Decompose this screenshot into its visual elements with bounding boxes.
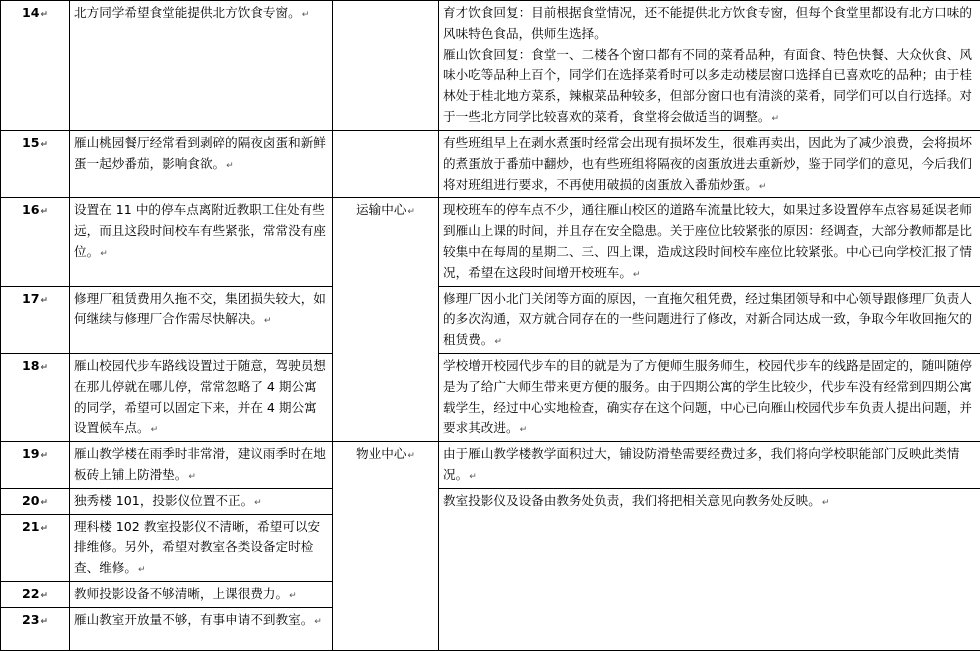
dept-transport-cell: 运输中心↵ <box>333 198 439 442</box>
reply-cell: 有些班组早上在剥水煮蛋时经常会出现有损坏发生，很难再卖出，因此为了减少浪费，会将损坏的煮蛋放于番茄中翻炒，也有些班组将隔夜的卤蛋放进去重新炒，鉴于同学们的意见，今后我们将对班组进行要求，不再使用破损的卤蛋放入番茄炒蛋。↵ <box>439 131 980 198</box>
row-number: 18↵ <box>1 353 70 441</box>
table-row <box>1 353 980 441</box>
reply-property-cell: 教室投影仪及设备由教务处负责，我们将把相关意见向教务处反映。↵ <box>439 488 980 650</box>
row-number: 19↵ <box>1 442 70 489</box>
table-row <box>1 286 980 353</box>
issue-cell: 教师投影设备不够清晰，上课很费力。↵ <box>70 581 333 607</box>
row-number: 23↵ <box>1 607 70 650</box>
table-row <box>1 1 980 131</box>
issue-cell: 雁山桃园餐厅经常看到剥碎的隔夜卤蛋和新鲜蛋一起炒番茄，影响食欲。↵ <box>70 131 333 198</box>
table-row <box>1 131 980 198</box>
row-number: 20↵ <box>1 488 70 514</box>
issue-cell: 雁山教室开放量不够，有事申请不到教室。↵ <box>70 607 333 650</box>
reply-cell <box>439 1 980 131</box>
reply-paragraph: 雁山饮食回复：食堂一、二楼各个窗口都有不同的菜肴品种，有面食、特色快餐、大众伙食、风味小吃等品种上百个，同学们在选择菜肴时可以多走动楼层窗口选择自已喜欢吃的品种；由于桂林处于桂北地方菜系，辣椒菜品种较多，但部分窗口也有清淡的菜肴，同学们可以自行选择。对于一些北方同学比较喜欢的菜肴，食堂将会做适当的调整。↵ <box>443 45 976 130</box>
issue-cell: 雁山教学楼在雨季时非常滑，建议雨季时在地板砖上铺上防滑垫。↵ <box>70 442 333 489</box>
reply-cell: 学校增开校园代步车的目的就是为了方便师生服务师生，校园代步车的线路是固定的，随叫随停是为了给广大师生带来更方便的服务。由于四期公寓的学生比较少，代步车没有经常到四期公寓载学生，经过中心实地检查，确实存在这个问题，中心已向雁山校园代步车负责人提出问题，并要求其改进。↵ <box>439 353 980 441</box>
row-number: 16↵ <box>1 198 70 286</box>
issue-cell: 修理厂租赁费用久拖不交，集团损失较大，如何继续与修理厂合作需尽快解决。↵ <box>70 286 333 353</box>
dept-cell <box>333 131 439 198</box>
reply-cell: 修理厂因小北门关闭等方面的原因，一直拖欠租凭费，经过集团领导和中心领导跟修理厂负责人的多次沟通，双方就合同存在的一些问题进行了修改，对新合同达成一致，争取今年收回拖欠的租赁费。↵ <box>439 286 980 353</box>
dept-property-cell: 物业中心↵ <box>333 442 439 651</box>
row-number: 14↵ <box>1 1 70 131</box>
issue-cell: 雁山校园代步车路线设置过于随意，驾驶员想在那儿停就在哪儿停，常常忽略了 4 期公寓的同学，希望可以固定下来，并在 4 期公寓设置候车点。↵ <box>70 353 333 441</box>
row-number: 22↵ <box>1 581 70 607</box>
table-row <box>1 198 980 286</box>
issue-cell: 设置在 11 中的停车点离附近教职工住处有些远，而且这段时间校车有些紧张，常常没有座位。↵ <box>70 198 333 286</box>
dept-cell <box>333 1 439 131</box>
table-row <box>1 442 980 489</box>
table-row <box>1 488 980 514</box>
reply-paragraph: 育才饮食回复：目前根据食堂情况，还不能提供北方饮食专窗，但每个食堂里都设有北方口味的风味特色食品，供师生选择。 <box>443 3 976 45</box>
row-number: 17↵ <box>1 286 70 353</box>
issue-cell: 北方同学希望食堂能提供北方饮食专窗。↵ <box>70 1 333 131</box>
issue-cell: 独秀楼 101，投影仪位置不正。↵ <box>70 488 333 514</box>
reply-cell: 现校班车的停车点不少，通往雁山校区的道路车流量比较大，如果过多设置停车点容易延误老师到雁山上课的时间，并且存在安全隐患。关于座位比较紧张的原因：经调查，大部分教师都是比较集中在每周的星期二、三、四上课，造成这段时间校车座位比较紧张。中心已向学校汇报了情况，希望在这段时间增开校班车。↵ <box>439 198 980 286</box>
issue-cell: 理科楼 102 教室投影仪不清晰，希望可以安排维修。另外，希望对教室各类设备定时检查、维修。↵ <box>70 514 333 581</box>
reply-cell: 由于雁山教学楼教学面积过大，铺设防滑垫需要经费过多，我们将向学校职能部门反映此类情况。↵ <box>439 442 980 489</box>
row-number: 21↵ <box>1 514 70 581</box>
row-number: 15↵ <box>1 131 70 198</box>
